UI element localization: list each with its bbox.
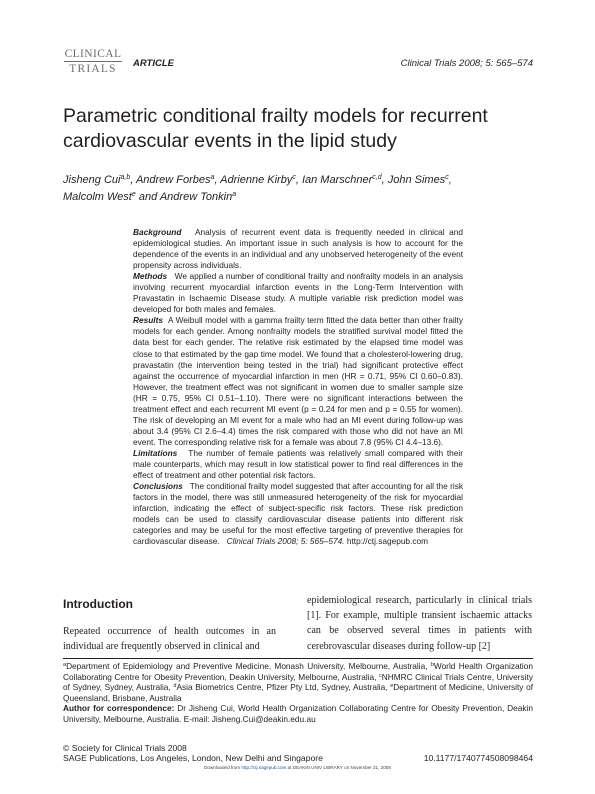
abstract-heading: Limitations [133,447,178,458]
author-affil-mark: a [232,190,237,198]
affiliation-e: Department of Medicine, University of Queensland, Brisbane, Australia [63,682,534,703]
logo-line1: CLINICAL [64,48,122,60]
author-affil-mark: c,d [372,174,382,181]
journal-url[interactable]: http://ctj.sagepub.com [346,536,429,547]
affil-mark: c [379,672,382,679]
download-link[interactable]: http://ctj.sagepub.com [241,765,287,770]
abstract-text: The number of female patients was relatively small compared with their male counterparts, which may result in low statistical power to find real differences in the effect of treatment and other potential risk factors. [133,447,463,481]
author-affil-mark: e [131,190,136,198]
author-name: Adrienne Kirby [220,174,293,186]
copyright: © Society for Clinical Trials 2008 [63,743,187,753]
author-name: Andrew Forbes [135,174,211,186]
doi: 10.1177/1740774508098464 [423,753,533,763]
abstract-limitations [133,448,463,481]
author-affil-mark: a [210,174,215,181]
author-name: Jisheng Cui [63,174,121,186]
author-affil-mark: a,b [120,174,131,181]
author-separator: , [130,174,136,186]
affiliation-b: World Health Organization Collaborating Centre for Obesity Prevention, Deakin University, Melbourne, Australia, [63,661,534,682]
author-name: John Simes [387,174,446,186]
abstract-text: The conditional frailty model suggested that after accounting for all the risk factors in the model, there was still unmeasured heterogeneity of the risk for myocardial infarction, indicating the effect of subject-specific risk factors. These risk prediction models can be used to classify cardiovascular disease patients into different risk categories and may be useful for the most effective targeting of preventive therapies for cardiovascular disease. [133,481,464,547]
abstract-results [133,315,463,448]
abstract-methods [133,271,463,315]
correspondence-heading: Author for correspondence: [63,703,175,714]
affiliation-d: Asia Biometrics Centre, Pfizer Pty Ltd, Sydney, Australia, [176,682,388,693]
author-separator: , [381,174,388,186]
abstract-heading: Methods [133,271,168,282]
affil-mark: d [173,683,177,690]
footer-publisher-info [63,743,323,764]
affiliation-c: NHMRC Clinical Trials Centre, University of Sydney, Sydney, Australia, [63,671,533,693]
logo-line2: TRIALS [69,63,117,75]
affil-mark: a [63,662,67,668]
abstract-heading: Results [133,315,163,326]
journal-reference: Clinical Trials 2008; 5: 565–574 [400,58,533,69]
abstract-citation: Clinical Trials 2008; 5: 565–574. [226,536,345,547]
logo-rule [64,61,122,62]
author-affil-mark: c [292,174,296,181]
affil-mark: e [390,683,394,690]
abstract-background [133,227,463,271]
abstract-text: Analysis of recurrent event data is frequently needed in clinical and epidemiological studies. An important issue in such analysis is how to account for the dependence of the events in an individual and any unobserved heterogeneity of the event propensity across individuals. [133,227,463,271]
footnote-rule [63,658,533,659]
paper-title: Parametric conditional frailty models for recurrent cardiovascular events in the lipid study [63,105,488,152]
author-list [63,172,543,205]
publisher: SAGE Publications, Los Angeles, London, New Delhi and Singapore [63,753,323,764]
author-name: Malcolm West [63,190,132,203]
journal-logo [62,48,124,75]
download-notice [0,765,595,770]
author-name: Andrew Tonkin [159,190,233,203]
abstract [133,227,463,547]
abstract-text: We applied a number of conditional frailty and nonfrailty models in an analysis involving recurrent myocardial infarction events in the Long-Term Intervention with Pravastatin in Ischaemic Disease study. A multiple variable risk prediction model was developed for both males and females. [133,271,463,315]
section-heading-introduction: Introduction [63,597,133,611]
body-text-right: epidemiological research, particularly in clinical trials [1]. For example, multiple transient ischaemic attacks can be observed several times in patients with cerebrovascular diseases during follow-up [2] [307,595,532,652]
abstract-text: A Weibull model with a gamma frailty term fitted the data better than other frailty models for each gender. Among nonfrailty models the stratified survival model fitted the data best for each gender. The relative risk estimated by the elapsed time model was close to that estimated by the gap time model. We found that a cholesterol-lowering drug, pravastatin (the intervention being tested in the trial) had significant protective effect against the occurrence of myocardial infarction in men (HR = 0.71, 95% CI 0.60–0.83). However, the treatment effect was not significant in women due to smaller sample size (HR = 0.75, 95% CI 0.51–1.10). There were no significant interactions between the treatment effect and each recurrent MI event (p = 0.24 for men and p = 0.55 for women). The risk of developing an MI event for a male who had an MI event during follow-up was about 3.4 (95% CI 2.6–4.4) times the risk compared with those who did not have an MI event. The corresponding relative risk for a female was about 7.8 (95% CI 4.4–13.6). [133,315,463,447]
author-separator: , [448,174,452,186]
article-type-label: ARTICLE [133,58,174,69]
author-affil-mark: c [445,174,449,181]
abstract-heading: Conclusions [133,481,183,492]
author-name: Ian Marschner [301,174,373,186]
correspondence-text: Dr Jisheng Cui, World Health Organization Collaborating Centre for Obesity Prevention, Deakin University, Melbourne, Australia. E-mail: Jisheng.Cui@deakin.edu.au [63,703,533,724]
download-prefix: Downloaded from [204,765,241,770]
affil-mark: b [430,662,434,668]
author-separator: , [295,174,302,186]
affiliation-a: Department of Epidemiology and Preventive Medicine, Monash University, Melbourne, Australia, [66,661,428,671]
affiliations [63,661,533,725]
download-suffix: at DEAKIN UNIV LIBRARY on November 21, 2008 [287,765,391,770]
author-separator: , [214,174,221,186]
abstract-conclusions [133,481,463,547]
body-text-left: Repeated occurrence of health outcomes in an individual are frequently observed in clinical and [63,626,276,653]
abstract-heading: Background [133,227,182,237]
author-separator: and [135,190,160,203]
